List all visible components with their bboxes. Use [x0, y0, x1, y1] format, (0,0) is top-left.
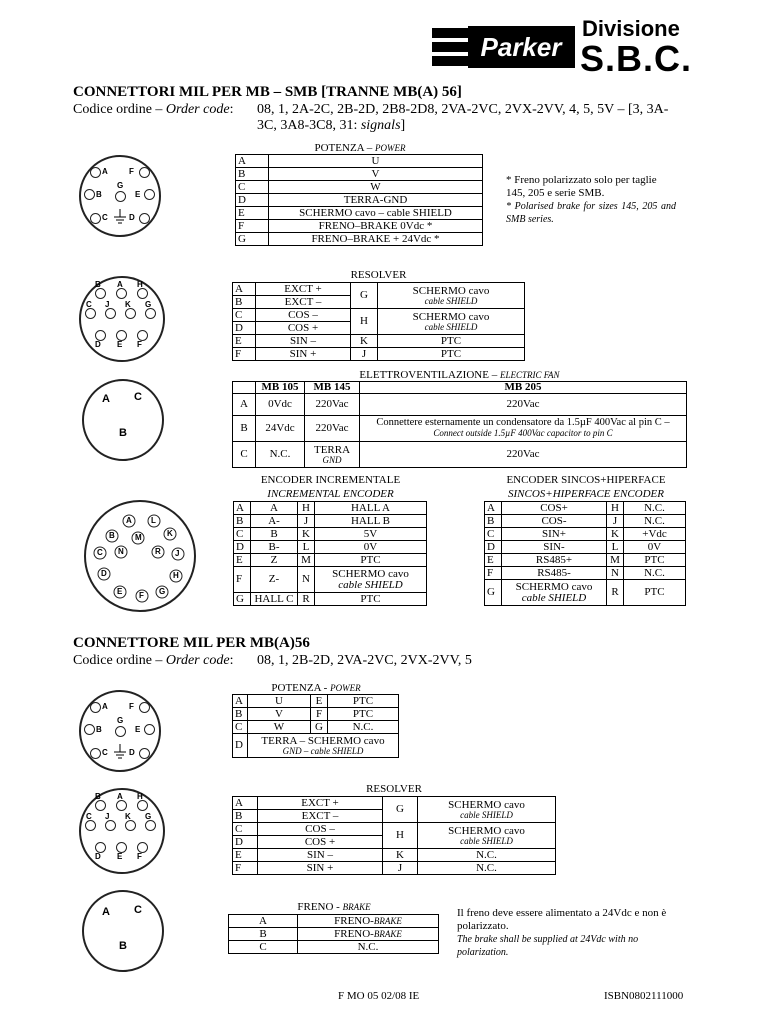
- enc-inc-caption: ENCODER INCREMENTALE: [260, 474, 401, 486]
- resolver-table: [232, 282, 525, 361]
- pin-b: [84, 189, 95, 200]
- table-row: A 0Vdc 220Vac 220Vac: [233, 394, 687, 416]
- section2-title: CONNETTORE MIL PER MB(A)56: [73, 635, 310, 651]
- order-codes-line2: 3C, 3A8-3C8, 31: signals]: [257, 118, 406, 133]
- table-row: F Z- N SCHERMO cavo cable SHIELD: [234, 567, 427, 593]
- ground-icon: [113, 209, 127, 225]
- table-row: E RS485+ M PTC: [485, 554, 686, 567]
- table-row: D TERRA – SCHERMO cavo GND – cable SHIELD: [233, 734, 399, 758]
- table-row: D COS +: [233, 836, 556, 849]
- table-row: C W G N.C.: [233, 721, 399, 734]
- pin-f: [139, 167, 150, 178]
- table-row: C COS – H SCHERMO cavo cable SHIELD: [233, 823, 556, 836]
- table-row: C N.C.: [229, 941, 439, 954]
- section1-title: CONNETTORI MIL PER MB – SMB [TRANNE MB(A) 56]: [73, 84, 462, 100]
- pin-d: [139, 213, 150, 224]
- table-row: D TERRA-GND: [236, 194, 483, 207]
- fan-table: [232, 381, 687, 468]
- table-row: C N.C. TERRA GND 220Vac: [233, 442, 687, 468]
- table-row: A FRENO-BRAKE: [229, 915, 439, 928]
- resolver-connector-diagram: B A H C J K G D E F: [79, 276, 165, 362]
- power2-caption: POTENZA - POWER: [271, 682, 361, 694]
- table-row: E SIN – K N.C.: [233, 849, 556, 862]
- encoder-connector-diagram: A L B M K C N R J D H E F G: [84, 500, 196, 612]
- table-row: A U E PTC: [233, 695, 399, 708]
- order-label: Codice ordine –: [73, 102, 166, 117]
- brake-table: [228, 914, 439, 954]
- fan-connector-diagram: A C B: [82, 379, 164, 461]
- table-row: B V F PTC: [233, 708, 399, 721]
- power-connector-diagram: A F G B C D E: [79, 155, 161, 237]
- table-row: B EXCT –: [233, 296, 525, 309]
- section1-order: Codice ordine – Order code:: [73, 102, 234, 117]
- resolver-caption: RESOLVER: [350, 269, 407, 281]
- power-caption: POTENZA – POWER: [314, 142, 406, 154]
- power-table: [235, 154, 483, 246]
- logo-text: Parker: [480, 32, 562, 62]
- brake-caption: FRENO - BRAKE: [297, 901, 371, 913]
- footer-doc-code: F MO 05 02/08 IE: [338, 990, 420, 1002]
- resolver2-connector-diagram: B A H C J K G D E F: [79, 788, 165, 874]
- division-name: S.B.C.: [580, 38, 693, 79]
- table-row: C W: [236, 181, 483, 194]
- ground-icon: [113, 744, 127, 760]
- table-row: F FRENO–BRAKE 0Vdc *: [236, 220, 483, 233]
- table-row: E Z M PTC: [234, 554, 427, 567]
- power-note-en: * Polarised brake for sizes 145, 205 and SMB series.: [506, 201, 676, 225]
- table-row: A U: [236, 155, 483, 168]
- table-row: D B- L 0V: [234, 541, 427, 554]
- table-row: A COS+ H N.C.: [485, 502, 686, 515]
- power2-table: [232, 694, 399, 758]
- pin-a: [90, 167, 101, 178]
- table-row: B 24Vdc 220Vac Connettere esternamente un condensatore da 1.5µF 400Vac al pin C – Connect outside 1.5µF 400Vac capacitor to pin C: [233, 416, 687, 442]
- table-row: B FRENO-BRAKE: [229, 928, 439, 941]
- enc-inc-caption-en: INCREMENTAL ENCODER: [267, 488, 394, 500]
- pin-g: [115, 191, 126, 202]
- section2-order-codes: 08, 1, 2B-2D, 2VA-2VC, 2VX-2VV, 5: [257, 653, 472, 668]
- table-row: E SCHERMO cavo – cable SHIELD: [236, 207, 483, 220]
- order-codes-line1: 08, 1, 2A-2C, 2B-2D, 2B8-2D8, 2VA-2VC, 2VX-2VV, 4, 5, 5V – [3, 3A-: [257, 102, 669, 117]
- resolver2-table: [232, 796, 556, 875]
- division-label: Divisione: [582, 16, 680, 41]
- table-row: D SIN- L 0V: [485, 541, 686, 554]
- table-row: E SIN – K PTC: [233, 335, 525, 348]
- fan-caption: ELETTROVENTILAZIONE – ELECTRIC FAN: [359, 369, 560, 381]
- table-row: G SCHERMO cavo cable SHIELD R PTC: [485, 580, 686, 606]
- parker-logo: [432, 22, 577, 74]
- table-row: C COS – H SCHERMO cavo cable SHIELD: [233, 309, 525, 322]
- table-row: B EXCT –: [233, 810, 556, 823]
- enc-sin-caption-en: SINCOS+HIPERFACE ENCODER: [507, 488, 664, 500]
- table-header-row: MB 105 MB 145 MB 205: [233, 382, 687, 394]
- table-row: A EXCT + G SCHERMO cavo cable SHIELD: [233, 797, 556, 810]
- enc-inc-table: [233, 501, 427, 606]
- power-note-it: * Freno polarizzato solo per taglie 145, 205 e serie SMB.: [506, 174, 657, 199]
- power2-connector-diagram: A F G B C D E: [79, 690, 161, 772]
- table-row: G HALL C R PTC: [234, 593, 427, 606]
- table-row: F SIN + J PTC: [233, 348, 525, 361]
- enc-sin-table: [484, 501, 686, 606]
- section2-order: Codice ordine – Order code:: [73, 653, 234, 668]
- order-label-en: Order code: [165, 102, 230, 117]
- pin-e: [144, 189, 155, 200]
- table-row: F RS485- N N.C.: [485, 567, 686, 580]
- brake-note-it: Il freno deve essere alimentato a 24Vdc e non è polarizzato.: [457, 907, 667, 932]
- brake-connector-diagram: A C B: [82, 890, 164, 972]
- table-row: B V: [236, 168, 483, 181]
- brake-note-en: The brake shall be supplied at 24Vdc with no polarization.: [457, 934, 639, 958]
- table-row: D COS +: [233, 322, 525, 335]
- pin-c: [90, 213, 101, 224]
- table-row: B A- J HALL B: [234, 515, 427, 528]
- parker-logo-graphic: [432, 22, 577, 74]
- table-row: C B K 5V: [234, 528, 427, 541]
- footer-isbn: ISBN0802111000: [604, 990, 684, 1002]
- resolver2-caption: RESOLVER: [366, 783, 422, 795]
- table-row: B COS- J N.C.: [485, 515, 686, 528]
- table-row: A EXCT + G SCHERMO cavo cable SHIELD: [233, 283, 525, 296]
- table-row: C SIN+ K +Vdc: [485, 528, 686, 541]
- table-row: G FRENO–BRAKE + 24Vdc *: [236, 233, 483, 246]
- table-row: A A H HALL A: [234, 502, 427, 515]
- enc-sin-caption: ENCODER SINCOS+HIPERFACE: [506, 474, 666, 486]
- table-row: F SIN + J N.C.: [233, 862, 556, 875]
